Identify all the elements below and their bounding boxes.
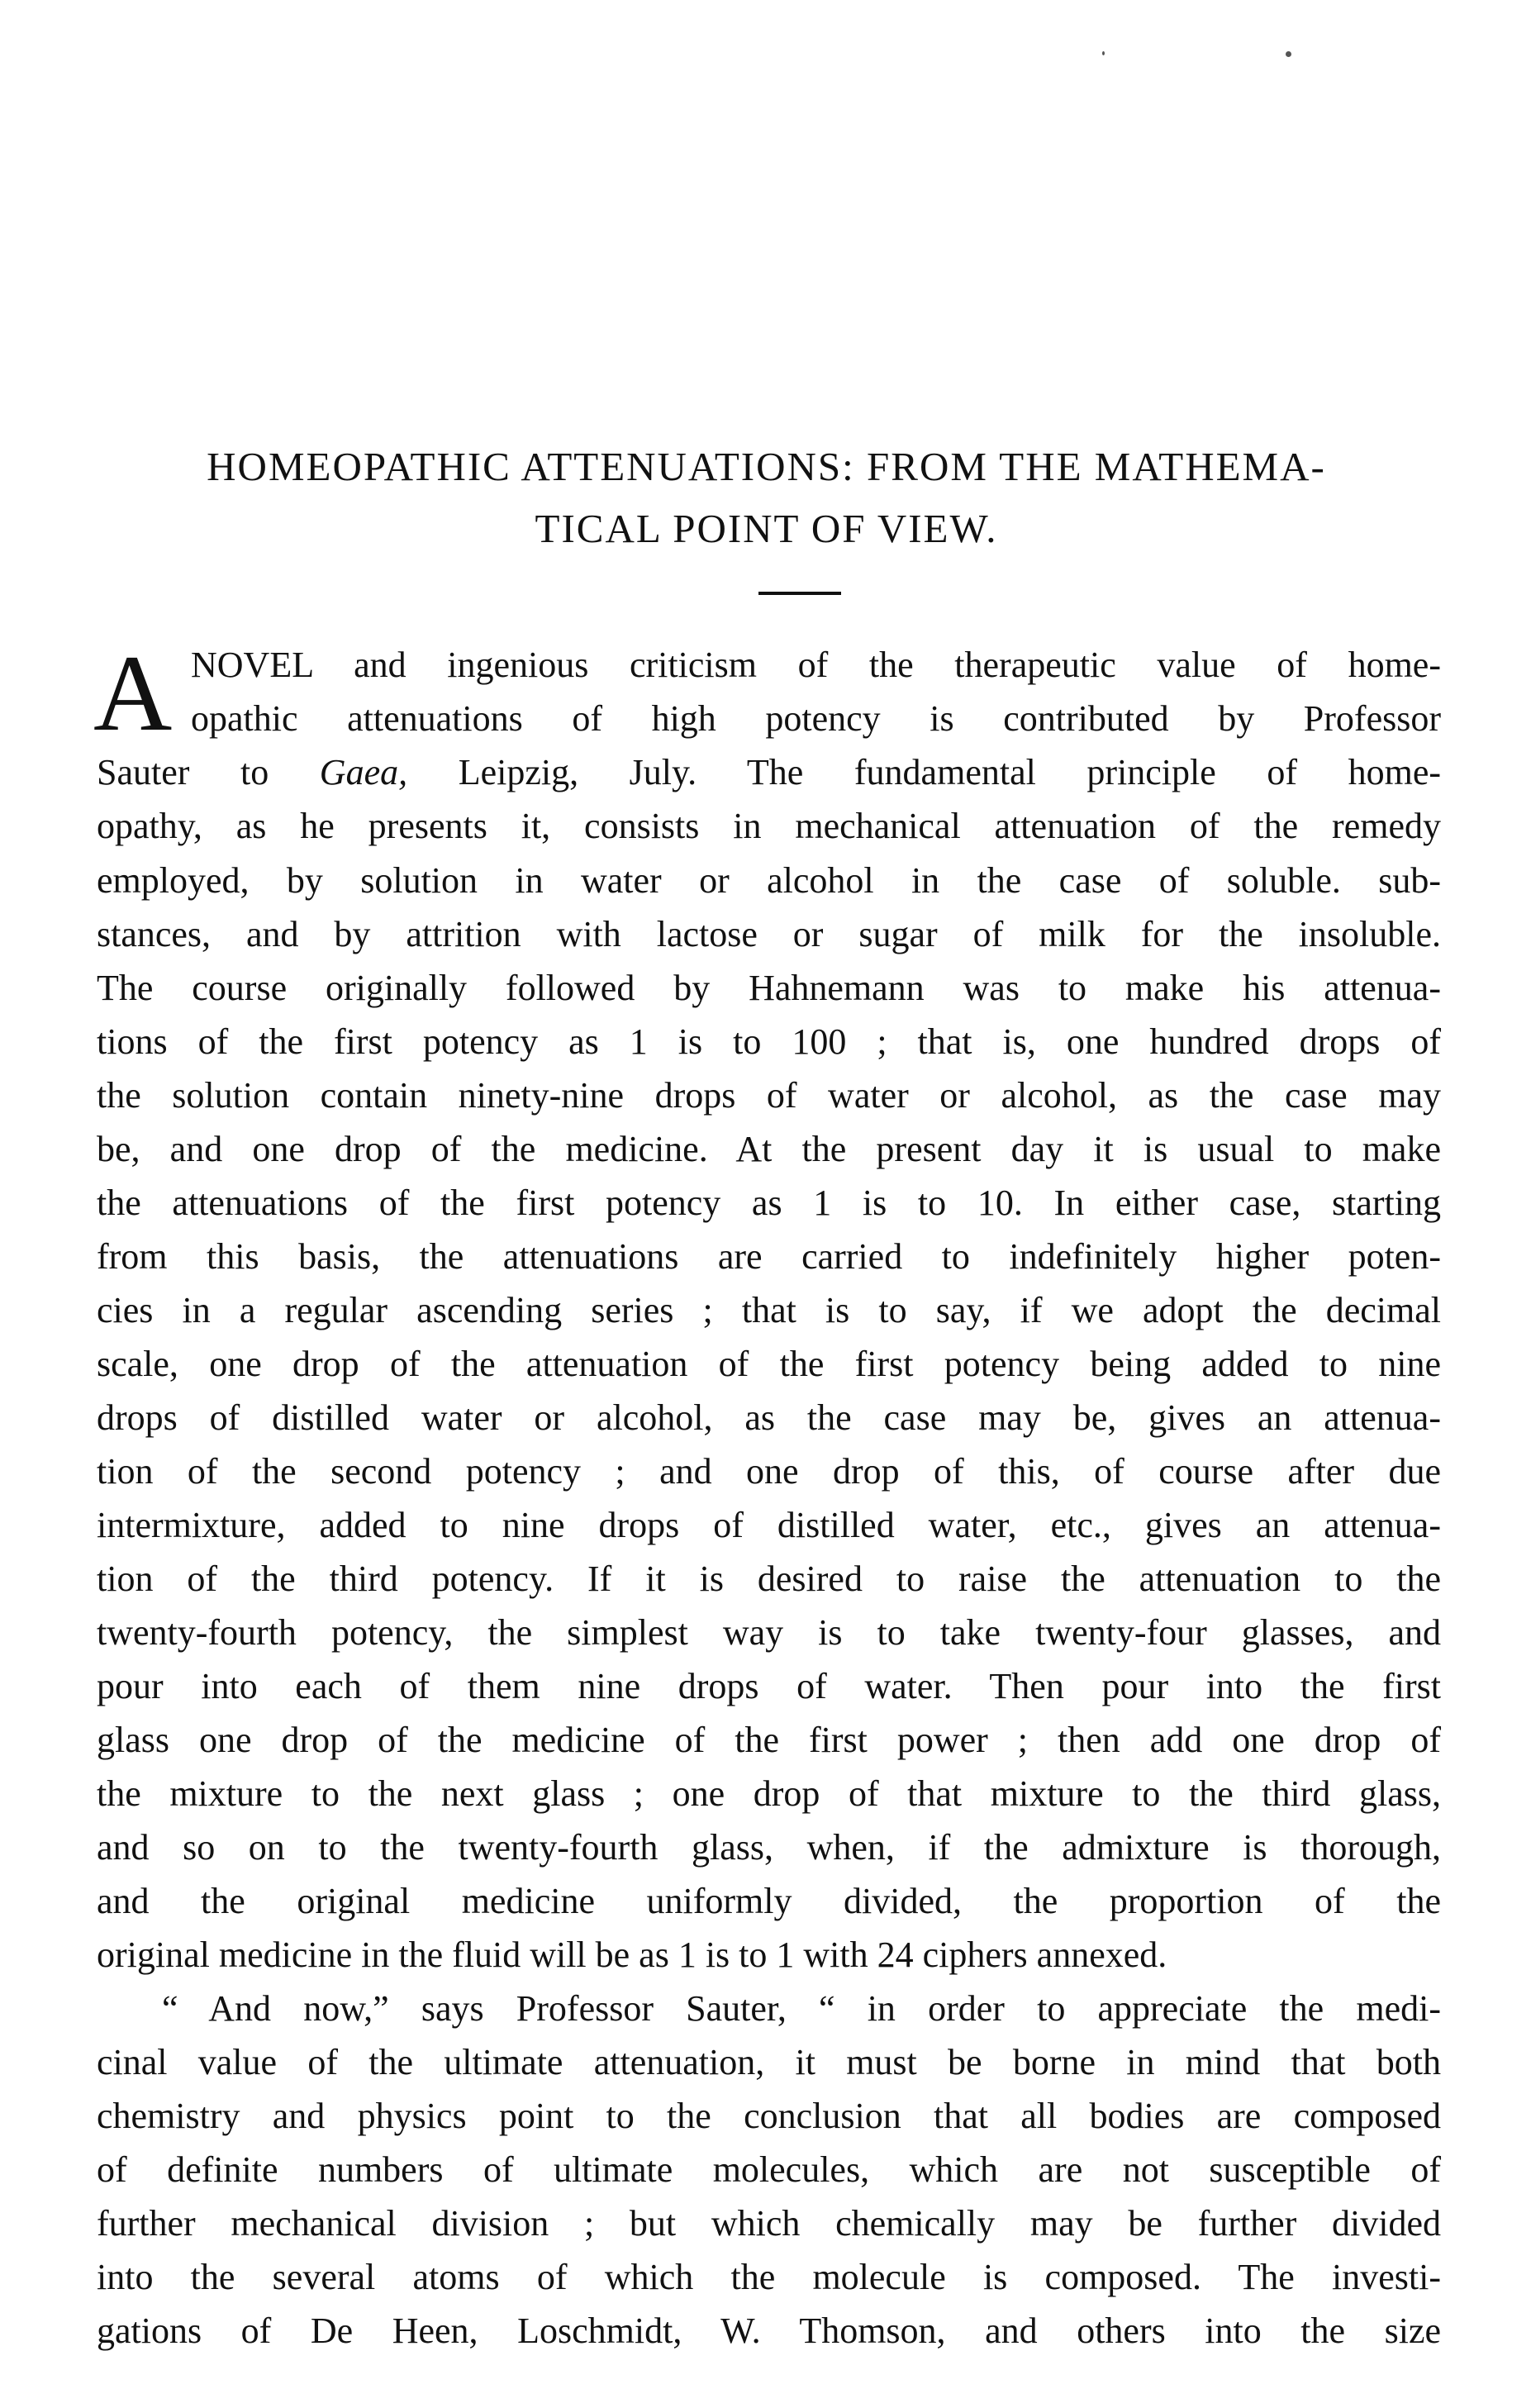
text-line: original medicine in the fluid will be as 1 is to 1 with 24 ciphers annexed. [97, 1934, 1167, 1975]
text-line: tion of the third potency. If it is desired to raise the attenuation to the [97, 1559, 1441, 1599]
article-title-line-2: TICAL POINT OF VIEW. [535, 506, 998, 551]
text-line: be, and one drop of the medicine. At the present day it is usual to make [97, 1129, 1441, 1169]
text-line: the mixture to the next glass ; one drop of that mixture to the third glass, [97, 1773, 1441, 1814]
text-line: twenty-fourth potency, the simplest way is to take twenty-four glasses, and [97, 1612, 1441, 1653]
text-line: of definite numbers of ultimate molecules, which are not susceptible of [97, 2149, 1441, 2190]
text-line: employed, by solution in water or alcohol in the case of soluble. sub- [97, 860, 1441, 901]
text-line: stances, and by attrition with lactose or sugar of milk for the insoluble. [97, 914, 1441, 954]
text-line: and so on to the twenty-fourth glass, when, if the admixture is thorough, [97, 1827, 1441, 1868]
text-line: opathic attenuations of high potency is contributed by Professor [191, 698, 1441, 739]
text-line: chemistry and physics point to the conclusion that all bodies are composed [97, 2096, 1441, 2136]
text-line: gations of De Heen, Loschmidt, W. Thomson, and others into the size [97, 2310, 1441, 2351]
text-line: the solution contain ninety-nine drops of water or alcohol, as the case may [97, 1075, 1441, 1116]
text-fragment: Sauter to [97, 752, 269, 792]
text-line: the attenuations of the first potency as 1 is to 10. In either case, starting [97, 1183, 1441, 1223]
scan-speck [1286, 51, 1291, 57]
text-line: cinal value of the ultimate attenuation, it must be borne in mind that both [97, 2042, 1441, 2082]
text-line: “ And now,” says Professor Sauter, “ in order to appreciate the medi- [162, 1988, 1441, 2029]
text-line: The course originally followed by Hahnemann was to make his attenua- [97, 968, 1441, 1008]
text-line: and the original medicine uniformly divided, the proportion of the [97, 1881, 1441, 1921]
text-line: intermixture, added to nine drops of distilled water, etc., gives an attenua- [97, 1505, 1441, 1545]
text-line: opathy, as he presents it, consists in mechanical attenuation of the remedy [97, 806, 1441, 846]
article-title-line-1: HOMEOPATHIC ATTENUATIONS: FROM THE MATHEMA- [207, 444, 1326, 489]
scan-speck [1102, 51, 1105, 55]
text-line: tion of the second potency ; and one drop of this, of course after due [97, 1451, 1441, 1492]
text-line: into the several atoms of which the molecule is composed. The investi- [97, 2257, 1441, 2297]
text-line: from this basis, the attenuations are carried to indefinitely higher poten- [97, 1236, 1441, 1277]
text-fragment: Leipzig, July. The fundamental principle of home- [458, 752, 1441, 792]
text-line: glass one drop of the medicine of the first power ; then add one drop of [97, 1720, 1441, 1760]
drop-cap: A [93, 632, 173, 754]
text-line: scale, one drop of the attenuation of the first potency being added to nine [97, 1344, 1441, 1384]
text-line: tions of the first potency as 1 is to 100 ; that is, one hundred drops of [97, 1021, 1441, 1062]
text-line: cies in a regular ascending series ; that is to say, if we adopt the decimal [97, 1290, 1441, 1330]
text-line [97, 748, 1441, 797]
text-line: pour into each of them nine drops of water. Then pour into the first [97, 1666, 1441, 1706]
text-line: further mechanical division ; but which chemically may be further divided [97, 2203, 1441, 2244]
text-line: drops of distilled water or alcohol, as the case may be, gives an attenua- [97, 1397, 1441, 1438]
journal-name: Gaea, [319, 752, 408, 792]
title-divider [758, 592, 841, 595]
text-line: NOVEL and ingenious criticism of the therapeutic value of home- [191, 645, 1441, 685]
